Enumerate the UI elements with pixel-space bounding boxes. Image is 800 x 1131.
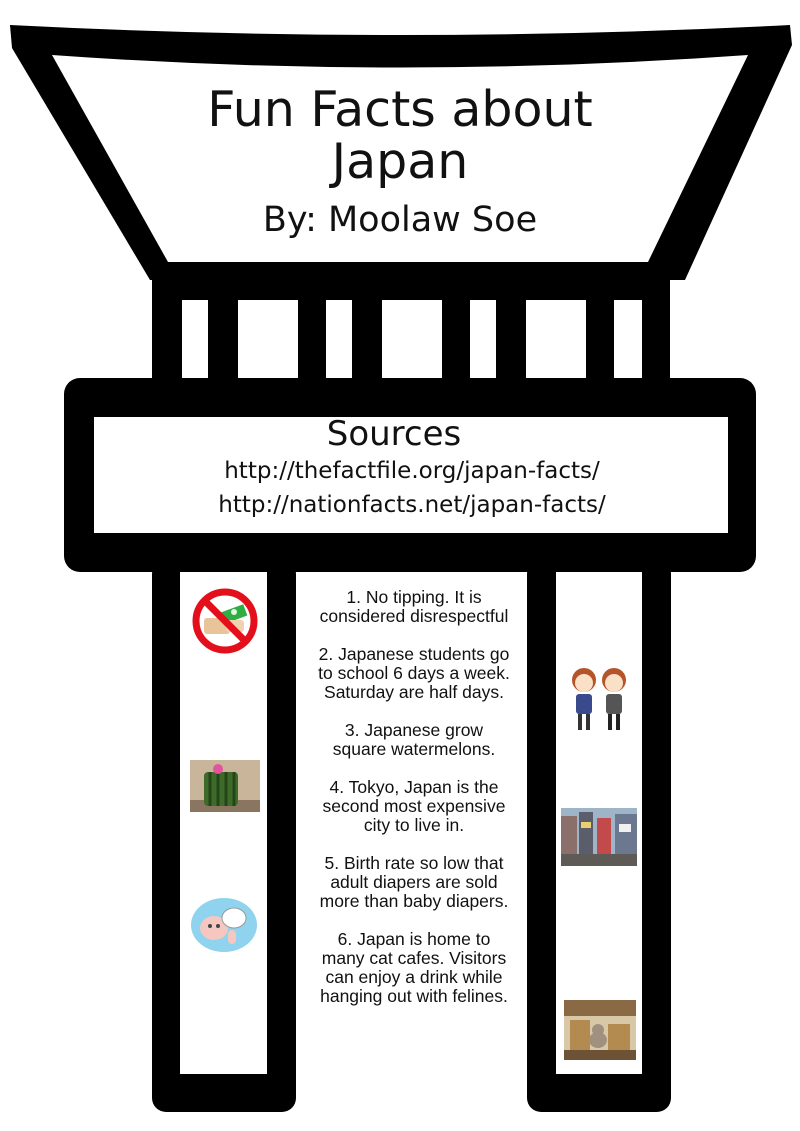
no-tipping-icon (188, 586, 262, 656)
fact-5: 5. Birth rate so low that adult diapers are sold more than baby diapers. (319, 853, 509, 911)
slat-gap (182, 300, 208, 380)
students-icon (566, 664, 632, 734)
poster-title: Fun Facts about Japan (207, 81, 593, 190)
slat-gap (614, 300, 642, 380)
square-watermelon-photo (190, 760, 260, 812)
source-link-1[interactable]: http://thefactfile.org/japan-facts/ (224, 458, 600, 484)
fact-3: 3. Japanese grow square watermelons. (332, 720, 496, 759)
slat-gap (238, 300, 298, 380)
slat-gap (382, 300, 442, 380)
fact-6: 6. Japan is home to many cat cafes. Visitors can enjoy a drink while hanging out with felines. (320, 929, 508, 1006)
poster-byline: By: Moolaw Soe (262, 200, 538, 240)
baby-diaper-icon (190, 896, 258, 954)
tokyo-street-photo (561, 808, 637, 866)
fact-1: 1. No tipping. It is considered disrespectful (319, 587, 509, 626)
cat-cafe-photo (564, 1000, 636, 1060)
fact-4: 4. Tokyo, Japan is the second most expensive city to live in. (322, 777, 506, 835)
slat-gap (526, 300, 586, 380)
facts-list (318, 588, 510, 1025)
slat-gap (326, 300, 352, 380)
sources-heading: Sources (326, 414, 462, 454)
source-link-2[interactable]: http://nationfacts.net/japan-facts/ (218, 492, 606, 518)
slat-gap (470, 300, 496, 380)
fact-2: 2. Japanese students go to school 6 days a week. Saturday are half days. (318, 644, 510, 702)
